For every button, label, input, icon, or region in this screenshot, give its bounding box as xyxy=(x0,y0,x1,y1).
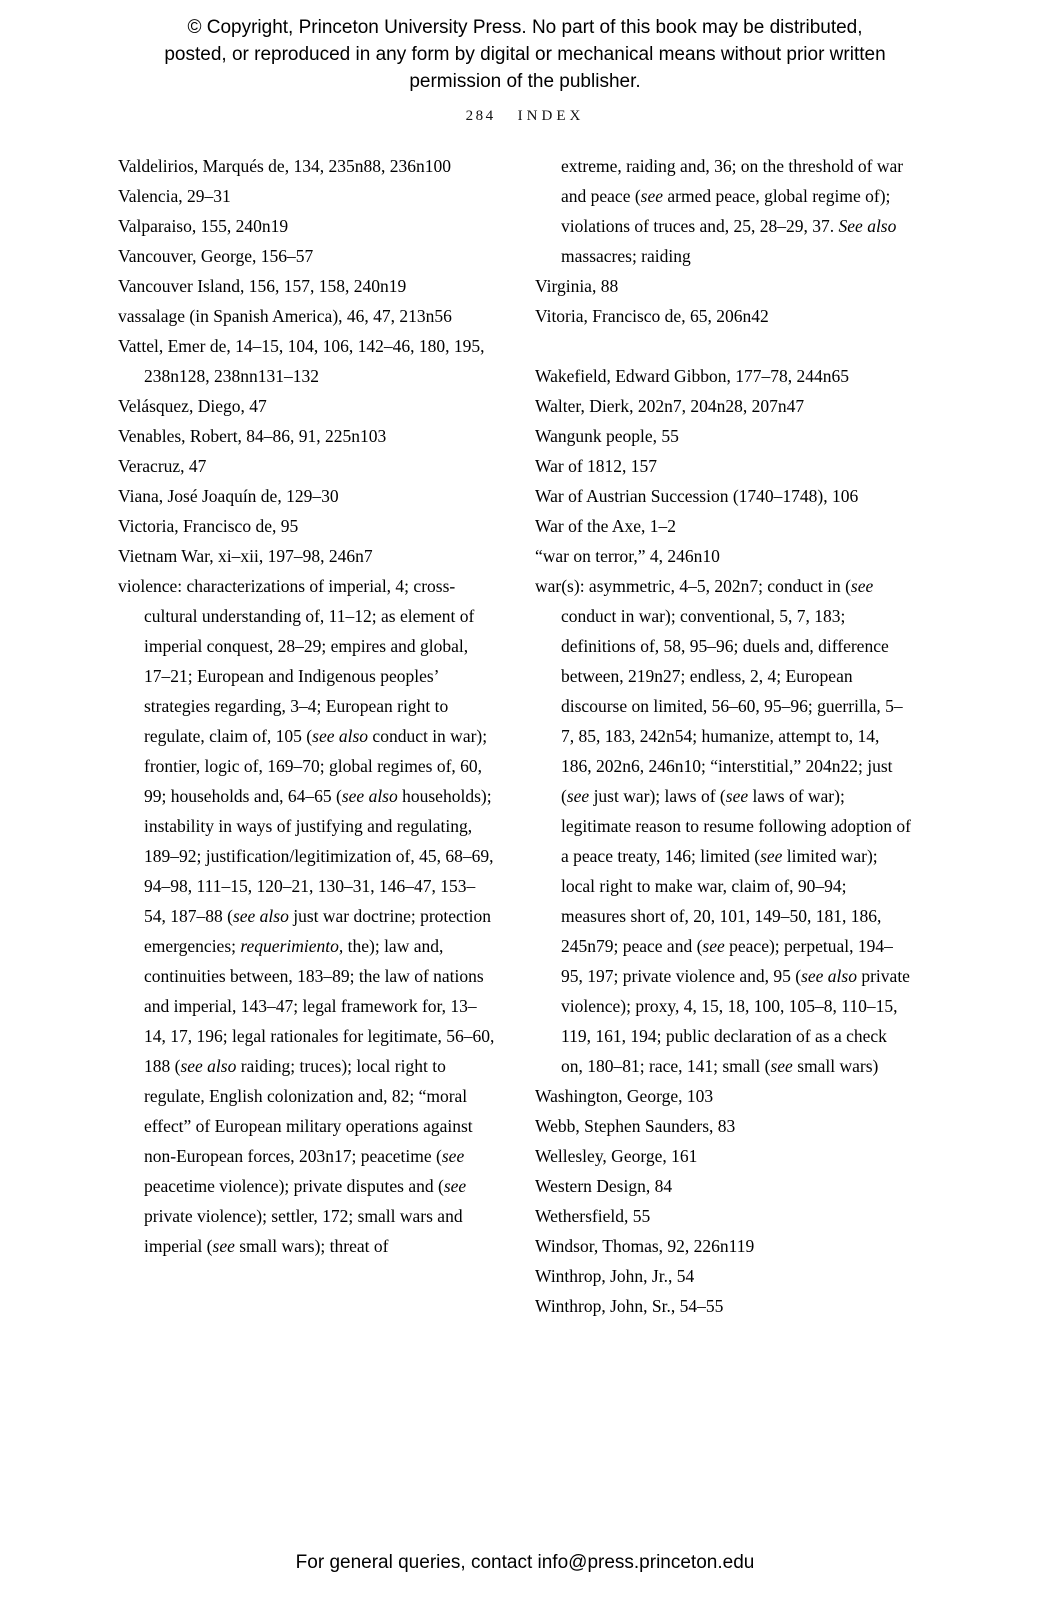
index-entry: Vitoria, Francisco de, 65, 206n42 xyxy=(535,305,769,326)
index-entry: War of Austrian Succession (1740–1748), 106 xyxy=(535,485,859,506)
index-entry: War of 1812, 157 xyxy=(535,455,658,476)
index-entry: Vattel, Emer de, 14–15, 104, 106, 142–46, 180, 195, 238n128, 238nn131–132 xyxy=(118,335,485,386)
section-break xyxy=(535,331,912,361)
index-entry: Washington, George, 103 xyxy=(535,1085,714,1106)
index-entry: Victoria, Francisco de, 95 xyxy=(118,515,299,536)
index-entry: Vancouver Island, 156, 157, 158, 240n19 xyxy=(118,275,407,296)
index-entry: Viana, José Joaquín de, 129–30 xyxy=(118,485,339,506)
index-entry: Webb, Stephen Saunders, 83 xyxy=(535,1115,736,1136)
index-entry: Vietnam War, xi–xii, 197–98, 246n7 xyxy=(118,545,373,566)
index-entry: Windsor, Thomas, 92, 226n119 xyxy=(535,1235,755,1256)
index-entry: Walter, Dierk, 202n7, 204n28, 207n47 xyxy=(535,395,805,416)
index-entry: Venables, Robert, 84–86, 91, 225n103 xyxy=(118,425,387,446)
index-entry: War of the Axe, 1–2 xyxy=(535,515,676,536)
copyright-notice: © Copyright, Princeton University Press. No part of this book may be distributed, posted, or reproduced in any form by digital or mechanical means without prior written permission of the publisher. xyxy=(164,17,886,92)
index-right-column xyxy=(535,151,912,1321)
index-left-column xyxy=(118,151,495,1321)
index-entry: Valdelirios, Marqués de, 134, 235n88, 236n100 xyxy=(118,155,451,176)
index-entry: Wellesley, George, 161 xyxy=(535,1145,698,1166)
footer-query-line: For general queries, contact info@press.princeton.edu xyxy=(295,1552,755,1573)
index-entry: Valparaiso, 155, 240n19 xyxy=(118,215,289,236)
index-columns xyxy=(0,125,1050,1321)
index-entry: Winthrop, John, Sr., 54–55 xyxy=(535,1295,724,1316)
index-entry: Virginia, 88 xyxy=(535,275,619,296)
index-entry: Wethersfield, 55 xyxy=(535,1205,651,1226)
index-entry: Veracruz, 47 xyxy=(118,455,207,476)
index-entry: Wakefield, Edward Gibbon, 177–78, 244n65 xyxy=(535,365,850,386)
running-head xyxy=(0,108,1050,125)
index-entry-continuation: extreme, raiding and, 36; on the threshold of war and peace (see armed peace, global regime of); violations of truces and, 25, 28–29, 37. See also massacres; raiding xyxy=(561,155,904,266)
index-entry: violence: characterizations of imperial, 4; cross-cultural understanding of, 11–12; as element of imperial conquest, 28–29; empires and global, 17–21; European and Indigenous peoples’ strategies regarding, 3–4; European right to regulate, claim of, 105 (see also conduct in war); frontier, logic of, 169–70; global regimes of, 60, 99; households and, 64–65 (see also households); instability in ways of justifying and regulating, 189–92; justification/legitimization of, 45, 68–69, 94–98, 111–15, 120–21, 130–31, 146–47, 153–54, 187–88 (see also just war doctrine; protection emergencies; requerimiento, the); law and, continuities between, 183–89; the law of nations and imperial, 143–47; legal framework for, 13–14, 17, 196; legal rationales for legitimate, 56–60, 188 (see also raiding; truces); local right to regulate, English colonization and, 82; “moral effect” of European military operations against non-European forces, 203n17; peacetime (see peacetime violence); private disputes and (see private violence); settler, 172; small wars and imperial (see small wars); threat of xyxy=(118,575,495,1256)
page-number: 284 xyxy=(465,107,496,124)
index-entry: Velásquez, Diego, 47 xyxy=(118,395,267,416)
index-entry: vassalage (in Spanish America), 46, 47, 213n56 xyxy=(118,305,452,326)
index-entry: Western Design, 84 xyxy=(535,1175,673,1196)
index-entry: Wangunk people, 55 xyxy=(535,425,679,446)
index-entry: war(s): asymmetric, 4–5, 202n7; conduct in (see conduct in war); conventional, 5, 7, 183; definitions of, 58, 95–96; duels and, difference between, 219n27; endless, 2, 4; European discourse on limited, 56–60, 95–96; guerrilla, 5–7, 85, 183, 242n54; humanize, attempt to, 14, 186, 202n6, 246n10; “interstitial,” 204n22; just (see just war); laws of (see laws of war); legitimate reason to resume following adoption of a peace treaty, 146; limited (see limited war); local right to make war, claim of, 90–94; measures short of, 20, 101, 149–50, 181, 186, 245n79; peace and (see peace); perpetual, 194–95, 197; private violence and, 95 (see also private violence); proxy, 4, 15, 18, 100, 105–8, 110–15, 119, 161, 194; public declaration of as a check on, 180–81; race, 141; small (see small wars) xyxy=(535,575,911,1076)
index-entry: Vancouver, George, 156–57 xyxy=(118,245,314,266)
index-entry: “war on terror,” 4, 246n10 xyxy=(535,545,720,566)
section-title: INDEX xyxy=(517,107,585,124)
index-entry: Winthrop, John, Jr., 54 xyxy=(535,1265,695,1286)
index-entry: Valencia, 29–31 xyxy=(118,185,231,206)
